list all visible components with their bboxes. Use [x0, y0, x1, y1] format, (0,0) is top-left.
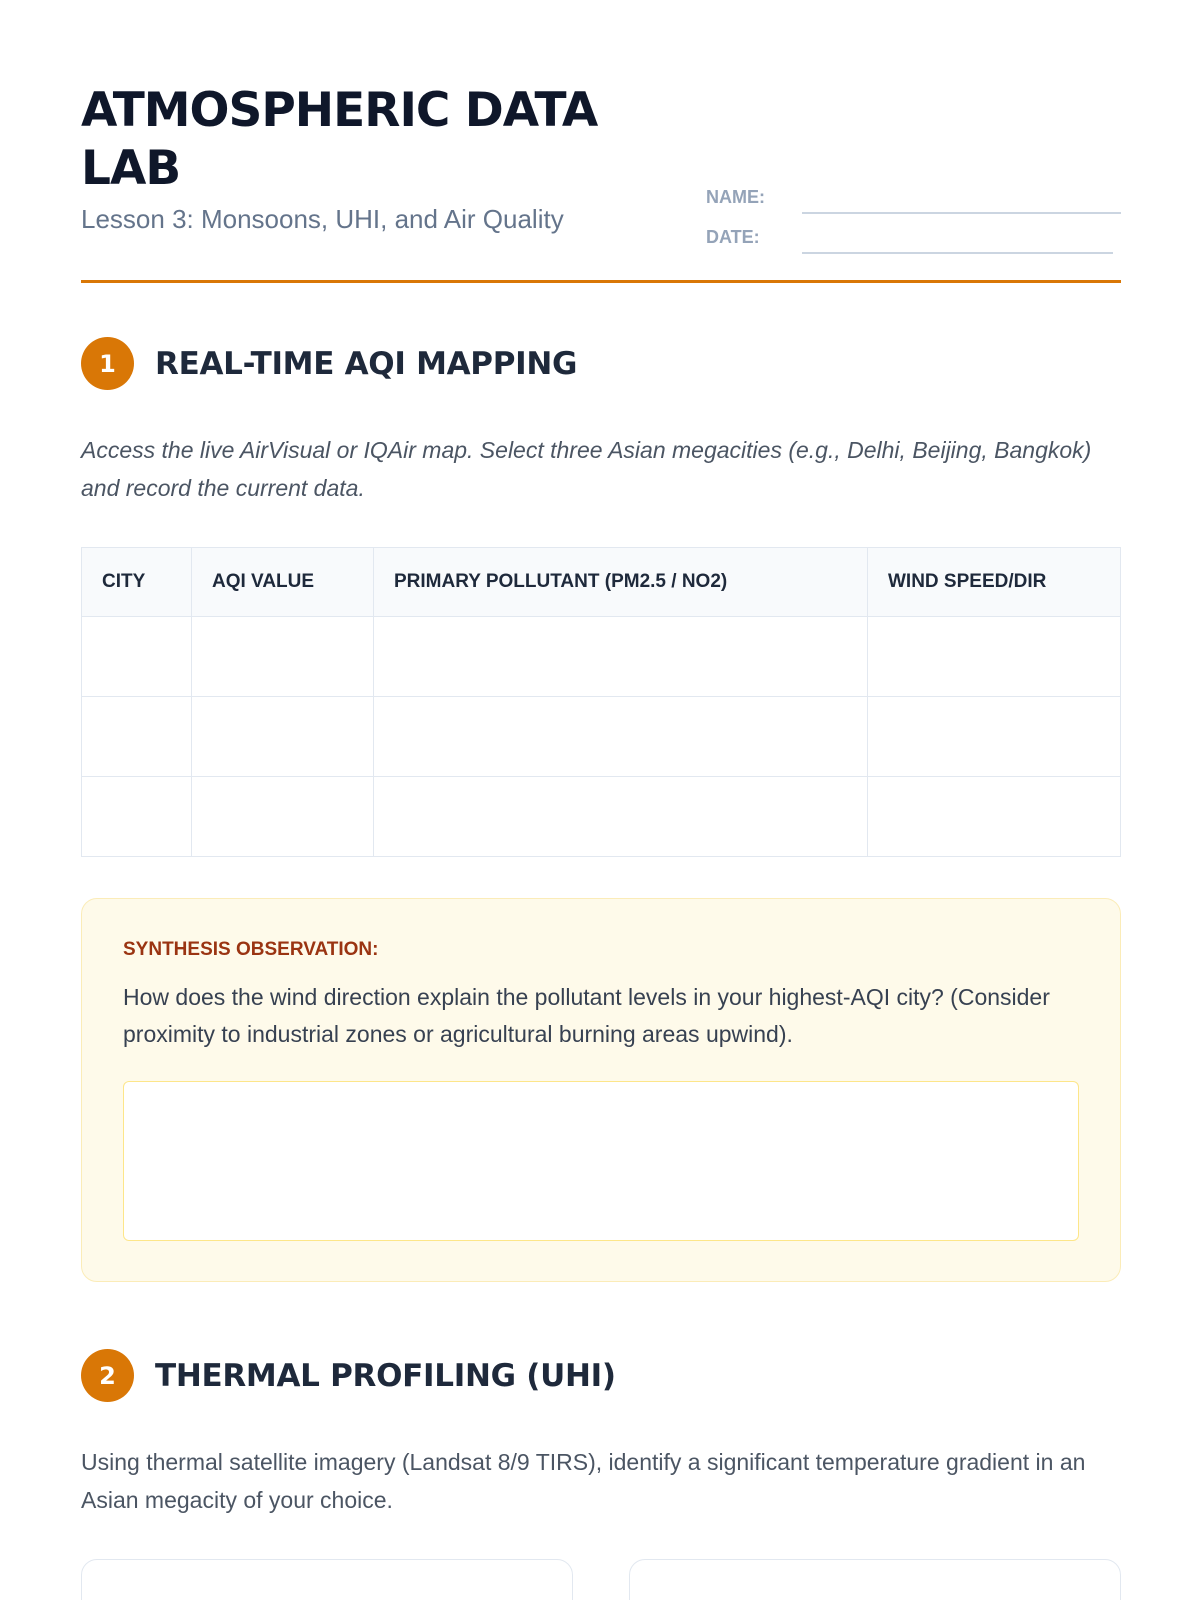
section-number-badge: 1 [81, 337, 134, 390]
section-title: REAL-TIME AQI MAPPING [155, 345, 578, 382]
worksheet-header [81, 82, 1121, 282]
section-1-instructions: Access the live AirVisual or IQAir map. Select three Asian megacities (e.g., Delhi, Beijing, Bangkok) and record the current data. [81, 437, 1092, 501]
column-header-wind: WIND SPEED/DIR [868, 548, 1121, 617]
thermal-card-right [629, 1559, 1121, 1600]
section-1-heading [81, 337, 577, 390]
table-cell[interactable] [868, 617, 1121, 697]
synthesis-label: SYNTHESIS OBSERVATION: [123, 939, 379, 960]
table-cell[interactable] [82, 697, 192, 777]
table-cell[interactable] [82, 777, 192, 857]
table-header-row [82, 548, 1121, 617]
header-divider [81, 280, 1121, 283]
table-cell[interactable] [192, 697, 374, 777]
table-cell[interactable] [374, 617, 868, 697]
table-cell[interactable] [374, 777, 868, 857]
column-header-pollutant: PRIMARY POLLUTANT (PM2.5 / NO2) [374, 548, 868, 617]
section-2-instructions: Using thermal satellite imagery (Landsat 8/9 TIRS), identify a significant temperature gradient in an Asian megacity of your choice. [81, 1449, 1086, 1513]
table-cell[interactable] [868, 697, 1121, 777]
date-field [706, 214, 1121, 254]
page-subtitle: Lesson 3: Monsoons, UHI, and Air Quality [81, 204, 564, 234]
thermal-card-left [81, 1559, 573, 1600]
name-field [706, 174, 1121, 214]
table-cell[interactable] [192, 777, 374, 857]
section-2-heading [81, 1349, 616, 1402]
synthesis-answer-box[interactable] [123, 1081, 1079, 1241]
date-input-line[interactable] [802, 224, 1113, 254]
column-header-city: CITY [82, 548, 192, 617]
section-title: THERMAL PROFILING (UHI) [155, 1357, 616, 1394]
name-label: NAME: [706, 187, 765, 207]
table-row [82, 617, 1121, 697]
aqi-data-table [81, 547, 1121, 857]
synthesis-callout [81, 898, 1121, 1282]
date-label: DATE: [706, 227, 760, 247]
table-cell[interactable] [868, 777, 1121, 857]
table-cell[interactable] [374, 697, 868, 777]
name-input-line[interactable] [802, 184, 1121, 214]
column-header-aqi: AQI VALUE [192, 548, 374, 617]
table-cell[interactable] [192, 617, 374, 697]
synthesis-question: How does the wind direction explain the pollutant levels in your highest-AQI city? (Consider proximity to industrial zones or agricultural burning areas upwind). [123, 984, 1050, 1047]
student-info-fields [706, 174, 1121, 254]
table-row [82, 777, 1121, 857]
section-number-badge: 2 [81, 1349, 134, 1402]
table-cell[interactable] [82, 617, 192, 697]
page-title: ATMOSPHERIC DATA LAB [81, 83, 598, 196]
table-row [82, 697, 1121, 777]
